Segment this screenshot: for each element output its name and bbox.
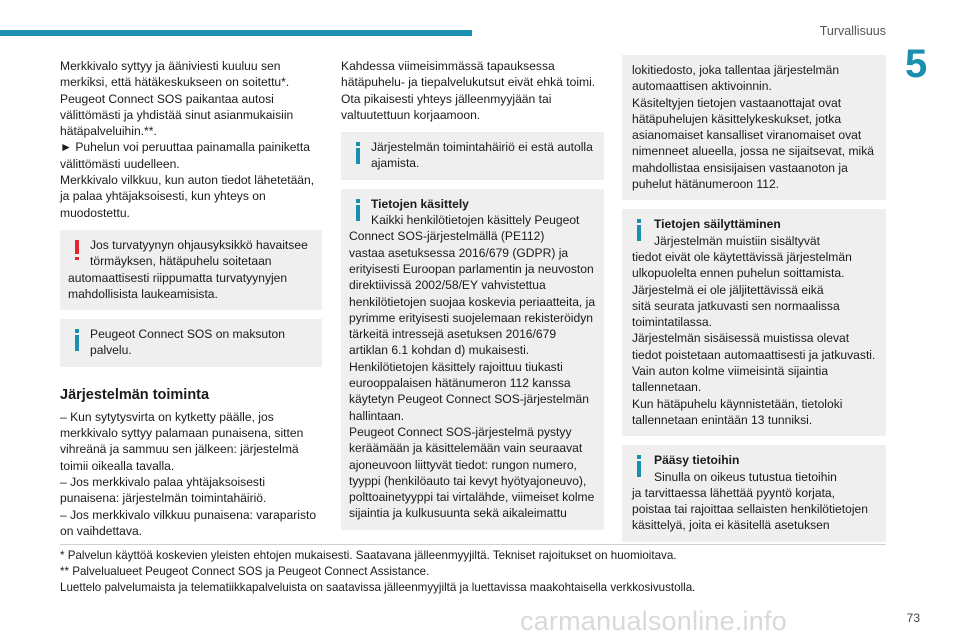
info-icon [353, 142, 363, 164]
intro-text: Merkkivalo syttyy ja ääniviesti kuuluu sen merkiksi, että hätäkeskukseen on soitettu*. Peugeot Connect SOS paikantaa autosi välittömästi ja yhdistää sinut asianmukaisiin hätäpalveluihin.**. ► Puhelun voi peruuttaa painamalla painiketta välittömästi uudelleen. Merkkivalo vilkkuu, kun auton tiedot lähetetään, ja palaa yhtäjaksoisesti, kun yhteys on muodostettu. [60, 59, 315, 220]
info1-line-2: ajamista. [371, 156, 420, 171]
box3-rest: ja tarvittaessa lähettää pyyntö korjata, poistaa tai rajoittaa sellaisten henkilötietojen käsittelyä, joita ei käsitellä asetuksen [632, 485, 868, 533]
section-text: – Kun sytytysvirta on kytketty päälle, jos merkkivalo syttyy palamaan punaisena, sitten vihreänä ja sammuu sen jälkeen: järjestelmä toimii oikealla tavalla. – Jos merkkivalo palaa yhtäjaksoisesti punaisena: järjestelmän toimintahäiriö. – Jos merkkivalo vilkkuu punaisena: varaparisto on vaihdettava. [60, 409, 317, 538]
page-number: 73 [906, 611, 920, 625]
info-box-data-processing [341, 189, 604, 530]
exclamation-icon [72, 240, 82, 262]
info2-rest: Connect SOS-järjestelmällä (PE112) vastaa asetuksessa 2016/679 (GDPR) ja erityisesti Euroopan parlamentin ja neuvoston direktiivissä 2002/58/EY vahvistettua henkilötietojen suojaa koskevia periaatteita, ja pyrimme erityisesti suojelemaan rekisteröidyn tärkeitä intressejä asetuksen 2016/679 artiklan 6.1 kohdan d) mukaisesti. Henkilötietojen käsittely rajoittuu tiukasti eurooppalaisen hätänumeron 112 kanssa käytetyn Peugeot Connect SOS-järjestelmän hallintaan. Peugeot Connect SOS-järjestelmä pystyy keräämään ja käsittelemään vain seuraavat ajoneuvoon liittyvät tiedot: rungon numero, tyyppi (henkilöauto tai kevyt hyötyajoneuvo), polttoainetyyppi tai virtalähde, viimeiset kolme sijaintia ja kulkusuunta sekä aikaleimattu [349, 229, 596, 521]
info2-line-1: Kaikki henkilötietojen käsittely Peugeot [371, 213, 580, 228]
footnote-3: Luettelo palvelumaista ja telematiikkapalveluista on saatavissa jälleenmyyjiltä ja luettavissa maakohtaisella verkkosivustolla. [60, 581, 696, 595]
column-1 [60, 58, 322, 539]
info-icon [634, 455, 644, 477]
box2-title: Tietojen säilyttäminen [654, 217, 781, 232]
watermark: carmanualsonline.info [520, 606, 787, 636]
box3-line-1: Sinulla on oikeus tutustua tietoihin [654, 469, 837, 484]
page-header-title: Turvallisuus [819, 24, 886, 38]
intro-text-2: Kahdessa viimeisimmässä tapauksessa hätäpuhelu- ja tiepalvelukutsut eivät ehkä toimi. Ota pikaisesti yhteys jälleenmyyjään tai valtuutettuun korjaamoon. [341, 59, 596, 122]
warning-rest: automaattisesti riippumatta turvatyynyjen mahdollisista laukeamisista. [68, 270, 288, 301]
footnote-2: ** Palvelualueet Peugeot Connect SOS ja Peugeot Connect Assistance. [60, 565, 430, 579]
box1-text: lokitiedosto, joka tallentaa järjestelmän automaattisen aktivoinnin. Käsiteltyjen tietojen vastaanottajat ovat hätäpuhelujen käsittelykeskukset, jotka asianomaiset kansalliset viranomaiset ovat nimenneet alueella, jossa ne sijaitsevat, mikä mahdollistaa ensisijaisen vastaanoton ja puhelut hätänumeroon 112. [632, 63, 875, 192]
info1-line-1: Järjestelmän toimintahäiriö ei estä autolla [371, 140, 593, 155]
column-2 [341, 58, 604, 530]
info-box-data-access [622, 445, 886, 541]
warning-line-1: Jos turvatyynyn ohjausyksikkö havaitsee [90, 237, 308, 252]
box2-rest: tiedot eivät ole käytettävissä järjestelmän ulkopuolelta ennen puhelun soittamista. Järjestelmä ei ole jäljitettävissä eikä sitä seurata jatkuvasti sen normaalissa toimintatilassa. Järjestelmän sisäisessä muistissa olevat tiedot poistetaan automaattisesti ja jatkuvasti. Vain auton kolme viimeisintä sijaintia tallennetaan. Kun hätäpuhelu käynnistetään, tietoloki tallennetaan enintään 13 tunniksi. [632, 249, 876, 427]
box2-line-1: Järjestelmän muistiin sisältyvät [654, 233, 821, 248]
info-icon [353, 199, 363, 221]
footnotes [60, 544, 886, 597]
continued-box [622, 55, 886, 200]
footnote-1: * Palvelun käyttöä koskevien yleisten ehtojen mukaisesti. Saatavana jälleenmyyjiltä. Tekniset rajoitukset on huomioitava. [60, 549, 677, 562]
box3-title: Pääsy tietoihin [654, 453, 740, 468]
info-line-2: palvelu. [90, 343, 132, 358]
header-accent-bar [0, 30, 472, 36]
info-icon [634, 219, 644, 241]
info-box-malfunction [341, 132, 604, 180]
section-title: Järjestelmän toiminta [60, 386, 210, 403]
info-line-1: Peugeot Connect SOS on maksuton [90, 327, 285, 342]
column-3 [622, 58, 886, 542]
info-icon [72, 329, 82, 351]
info-box-data-retention [622, 209, 886, 436]
warning-line-2: törmäyksen, hätäpuhelu soitetaan [90, 254, 272, 269]
chapter-number: 5 [905, 42, 928, 86]
info2-title: Tietojen käsittely [371, 196, 469, 211]
warning-box [60, 230, 322, 310]
info-box-free-service [60, 319, 322, 367]
